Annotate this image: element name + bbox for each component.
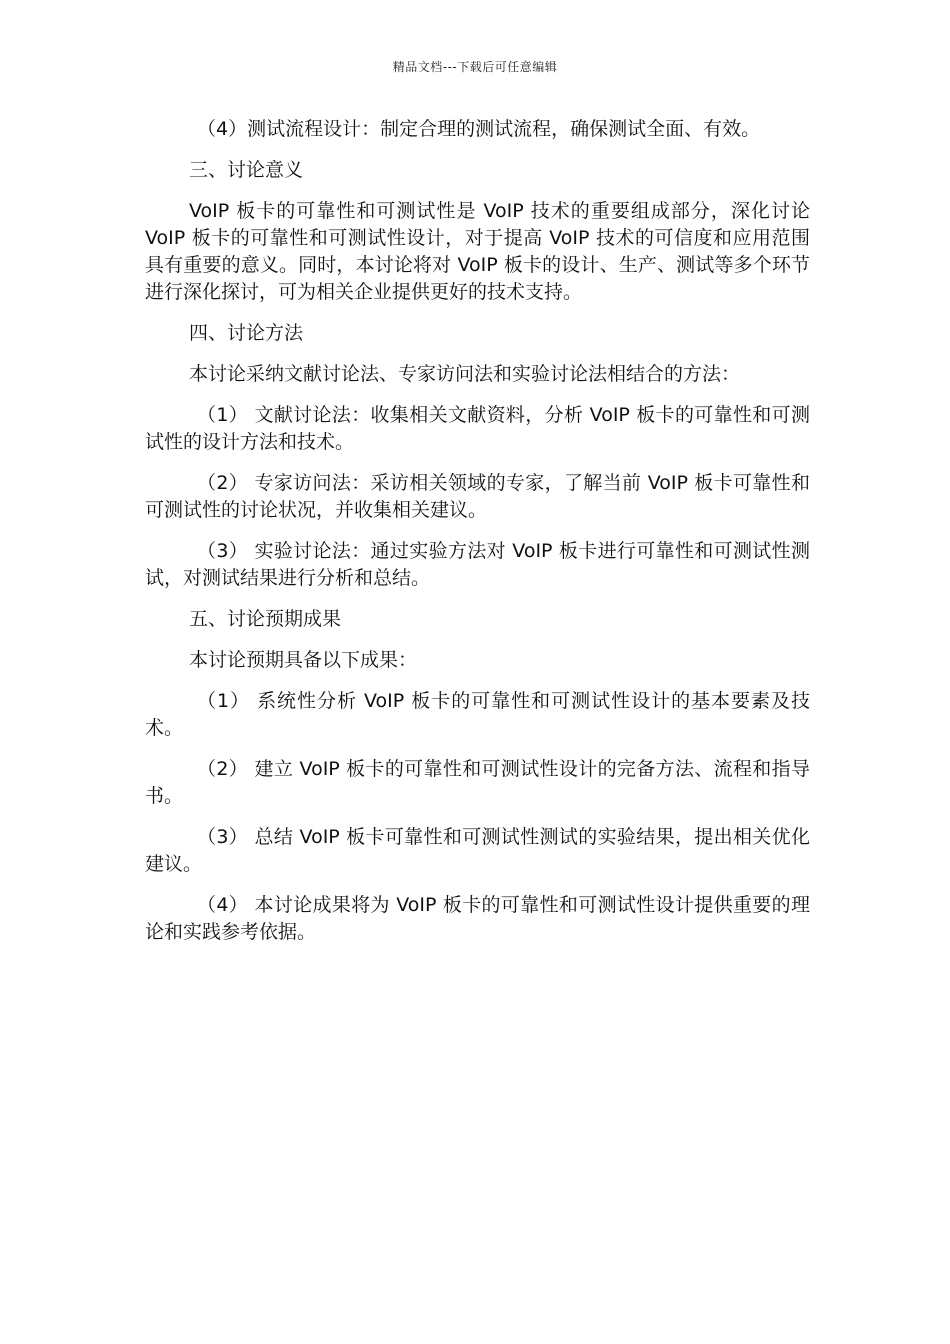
section-heading-significance: 三、讨论意义 — [189, 159, 304, 181]
document-body — [145, 116, 810, 960]
paragraph-outcomes-intro: 本讨论预期具备以下成果： — [189, 649, 418, 671]
paragraph-test-flow-design: （4）测试流程设计：制定合理的测试流程，确保测试全面、有效。 — [197, 118, 761, 140]
list-item-outcome-3: （3） 总结 VoIP 板卡可靠性和可测试性测试的实验结果，提出相关优化建议。 — [145, 826, 810, 875]
list-item-method-1: （1） 文献讨论法：收集相关文献资料，分析 VoIP 板卡的可靠性和可测试性的设计方法和技术。 — [145, 404, 810, 453]
section-heading-methods: 四、讨论方法 — [189, 322, 304, 344]
list-item-outcome-4: （4） 本讨论成果将为 VoIP 板卡的可靠性和可测试性设计提供重要的理论和实践参考依据。 — [145, 894, 810, 943]
paragraph-methods-intro: 本讨论采纳文献讨论法、专家访问法和实验讨论法相结合的方法： — [189, 363, 741, 385]
list-item-outcome-1: （1） 系统性分析 VoIP 板卡的可靠性和可测试性设计的基本要素及技术。 — [145, 690, 810, 739]
list-item-method-3: （3） 实验讨论法：通过实验方法对 VoIP 板卡进行可靠性和可测试性测试，对测试结果进行分析和总结。 — [145, 540, 810, 589]
section-heading-outcomes: 五、讨论预期成果 — [189, 608, 342, 630]
list-item-outcome-2: （2） 建立 VoIP 板卡的可靠性和可测试性设计的完备方法、流程和指导书。 — [145, 758, 810, 807]
page-header: 精品文档---下载后可任意编辑 — [392, 60, 558, 74]
paragraph-significance: VoIP 板卡的可靠性和可测试性是 VoIP 技术的重要组成部分，深化讨论 VoIP 板卡的可靠性和可测试性设计，对于提高 VoIP 技术的可信度和应用范围具有重要的意义。同时，本讨论将对 VoIP 板卡的设计、生产、测试等多个环节进行深化探讨，可为相关企业提供更好的技术支持。 — [145, 200, 810, 303]
list-item-method-2: （2） 专家访问法：采访相关领域的专家，了解当前 VoIP 板卡可靠性和可测试性的讨论状况，并收集相关建议。 — [145, 472, 810, 521]
